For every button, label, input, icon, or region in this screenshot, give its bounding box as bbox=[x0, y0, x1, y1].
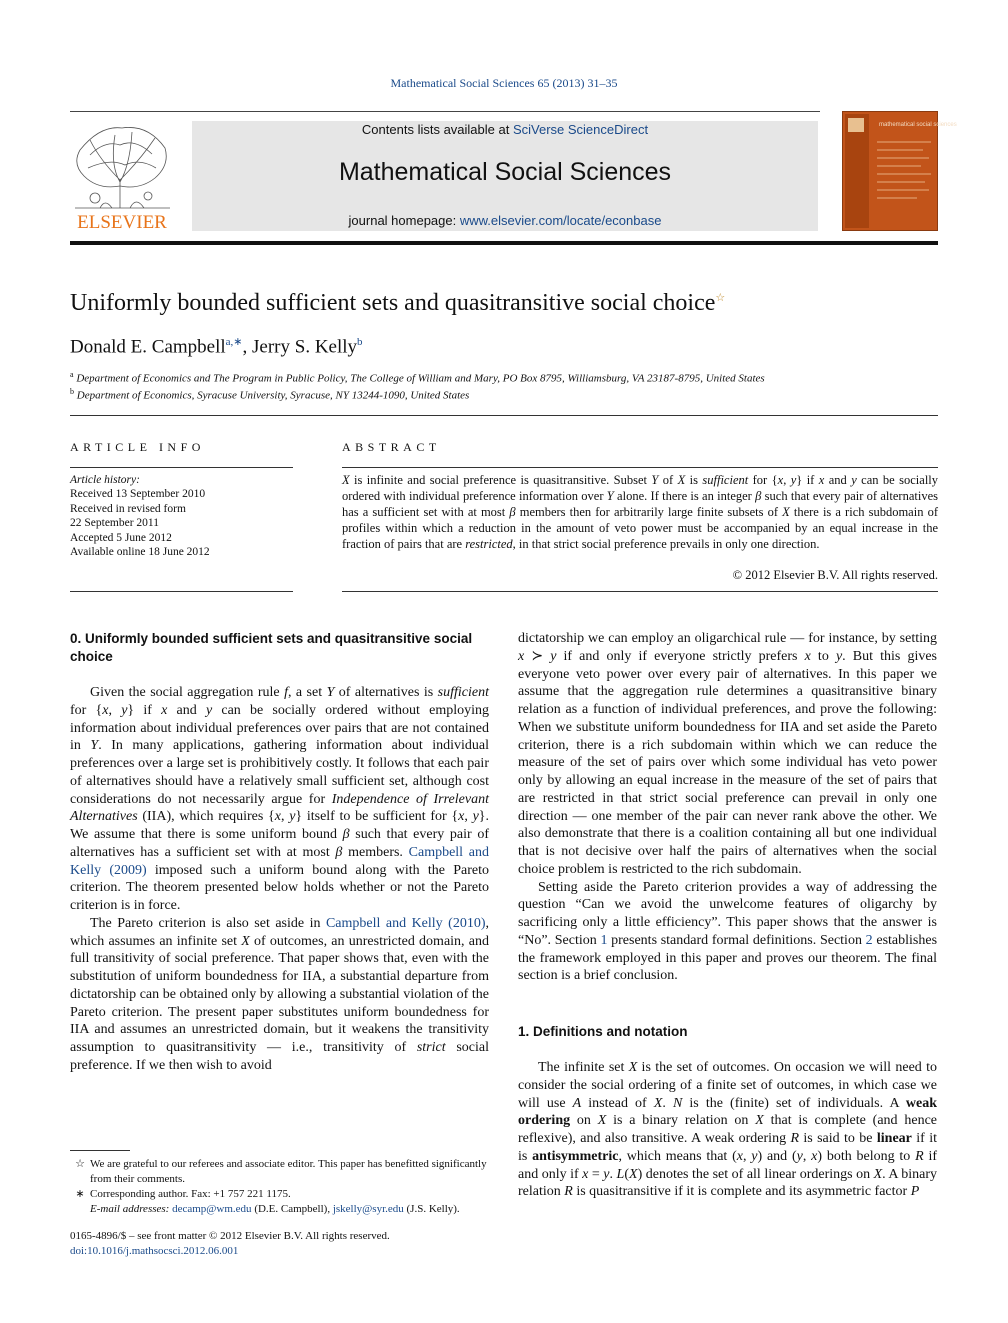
abstract-rule-bottom bbox=[342, 591, 938, 592]
footnote-emails bbox=[70, 1202, 489, 1217]
history-title: Article history: bbox=[70, 474, 140, 486]
email-name-kelly: (J.S. Kelly). bbox=[406, 1203, 460, 1215]
author-kelly-affil[interactable]: b bbox=[357, 336, 363, 348]
citation-link[interactable]: Campbell and Kelly (2009) bbox=[70, 844, 489, 878]
section-0-heading: 0. Uniformly bounded sufficient sets and quasitransitive social choice bbox=[70, 631, 473, 664]
citation-link[interactable]: Campbell and Kelly (2010) bbox=[325, 915, 486, 931]
doi-link[interactable]: doi:10.1016/j.mathsocsci.2012.06.001 bbox=[70, 1245, 239, 1257]
affiliation-a bbox=[70, 370, 940, 385]
svg-text:ELSEVIER: ELSEVIER bbox=[77, 212, 167, 233]
footnote-corr-text: Corresponding author. Fax: +1 757 221 1175. bbox=[90, 1188, 291, 1200]
sciencedirect-link[interactable]: SciVerse ScienceDirect bbox=[512, 122, 649, 137]
header-rule bbox=[70, 111, 820, 112]
body-right-column bbox=[518, 630, 937, 985]
email-link-kelly[interactable]: jskelly@syr.edu bbox=[332, 1203, 404, 1215]
email-label: E-mail addresses: bbox=[90, 1203, 170, 1215]
affil-a-text: Department of Economics and The Program in Public Policy, The College of William and Mary, PO Box 8795, Williamsburg, VA 23187-8795, United States bbox=[76, 372, 765, 385]
journal-title: Mathematical Social Sciences bbox=[338, 158, 672, 186]
homepage-link[interactable]: www.elsevier.com/locate/econbase bbox=[459, 213, 662, 228]
footnote-acknowledgement bbox=[70, 1157, 489, 1187]
section-link[interactable]: 2 bbox=[865, 932, 873, 948]
journal-cover-thumbnail bbox=[842, 111, 957, 231]
section-link[interactable]: 1 bbox=[600, 932, 608, 948]
footnote-star-text: We are grateful to our referees and associate editor. This paper has benefitted significantly from their comments. bbox=[90, 1158, 487, 1185]
info-rule-top bbox=[70, 467, 293, 468]
affil-b-text: Department of Economics, Syracuse University, Syracuse, NY 13244-1090, United States bbox=[76, 389, 470, 402]
author-list: Donald E. Campbell$^{a,∗}$, Jerry S. Kelly$^b$ bbox=[70, 336, 363, 358]
footnote-corresponding bbox=[70, 1187, 489, 1202]
issn-line: 0165-4896/$ – see front matter © 2012 Elsevier B.V. All rights reserved. bbox=[70, 1230, 390, 1242]
body-paragraph: The infinite set X is the set of outcomes. On occasion we will need to consider the social ordering of a finite set of outcomes, in which case we will use A instead of X. N is the (finite) set of individuals. A weak ordering on X is a binary relation on X that is complete (and hence reflexive), and also transitive. A weak ordering R is said to be linear if it is antisymmetric, which means that (x, y) and (y, x) both belong to R if and only if x = y. L(X) denotes the set of all linear orderings on X. A binary relation R is quasitransitive if it is complete and its asymmetric factor P bbox=[518, 1060, 938, 1200]
article-title bbox=[70, 290, 940, 317]
cover-image bbox=[843, 112, 957, 230]
elsevier-tree-icon bbox=[70, 120, 175, 232]
footnotes bbox=[70, 1157, 489, 1217]
abstract-text: X is infinite and social preference is quasitransitive. Subset Y of X is sufficient for {x, y} if x and y can be socially ordered with individual preference information over Y alone. If there is an integer β such that every pair of alternatives has a sufficient set with at most β members then for arbitrarily large finite subsets of X there is a rich subdomain of profiles within which a reduction in the amount of veto power must be accompanied by an equal increase in the fraction of pairs that are restricted, in that strict social preference prevails in only one direction. bbox=[342, 473, 939, 551]
svg-text:mathematical social sciences: mathematical social sciences bbox=[879, 122, 957, 128]
contents-line bbox=[192, 122, 818, 137]
contents-prefix: Contents lists available at bbox=[361, 122, 513, 137]
article-history bbox=[70, 473, 293, 559]
footnote-corr-mark: ∗ bbox=[75, 1188, 85, 1200]
section-1-heading: 1. Definitions and notation bbox=[518, 1024, 688, 1039]
journal-banner bbox=[192, 121, 818, 231]
footnote-rule bbox=[70, 1150, 130, 1151]
history-line: Accepted 5 June 2012 bbox=[70, 531, 172, 544]
footnote-star-mark: ☆ bbox=[75, 1158, 85, 1170]
affil-a-mark: a bbox=[70, 370, 74, 379]
issn-block bbox=[70, 1229, 489, 1259]
body-left-column bbox=[70, 684, 489, 1075]
body-right-column-cont bbox=[518, 1059, 937, 1201]
author-kelly: Jerry S. Kelly bbox=[252, 336, 358, 358]
header-thick-rule bbox=[70, 241, 938, 245]
email-name-campbell: (D.E. Campbell), bbox=[254, 1203, 331, 1215]
history-line: Received in revised form bbox=[70, 502, 186, 515]
abstract-heading: ABSTRACT bbox=[342, 440, 441, 454]
title-rule bbox=[70, 415, 938, 416]
body-paragraph: Setting aside the Pareto criterion provides a way of addressing the question “Can we avoid the unwelcome features of oligarchy by sacrificing only a little efficiency”. This paper shows that the answer is “No”. Section 1 presents standard formal definitions. Section 2 establishes the framework employed in this paper and proves our theorem. The final section is a brief conclusion. bbox=[518, 879, 938, 984]
history-line: Received 13 September 2010 bbox=[70, 488, 206, 501]
title-footnote-mark[interactable]: ☆ bbox=[715, 292, 726, 304]
body-paragraph: The Pareto criterion is also set aside in Campbell and Kelly (2010), which assumes an infinite set X of outcomes, an unrestricted domain, and full transitivity of social preference. That paper shows that, even with the substitution of uniform boundedness for IIA, a substantial departure from dictatorship can be obtained only by allowing a substantial violation of the Pareto criterion. The present paper substitutes uniform boundedness for IIA and assumes an unrestricted domain, but it weakens the transitivity assumption to quasitransitivity — i.e., transitivity of strict social preference. If we then wish to avoid bbox=[70, 915, 489, 1073]
history-line: Available online 18 June 2012 bbox=[70, 546, 210, 559]
homepage-prefix: journal homepage: bbox=[348, 213, 460, 228]
author-campbell-affil[interactable]: a,∗ bbox=[225, 336, 243, 348]
article-info-heading: ARTICLE INFO bbox=[70, 440, 205, 454]
info-rule-bottom bbox=[70, 591, 293, 592]
article-title-text: Uniformly bounded sufficient sets and quasitransitive social choice bbox=[70, 290, 716, 316]
history-line: 22 September 2011 bbox=[70, 517, 160, 530]
copyright-notice: © 2012 Elsevier B.V. All rights reserved. bbox=[732, 568, 938, 582]
body-paragraph: dictatorship we can employ an oligarchical rule — for instance, by setting x ≻ y if and only if everyone strictly prefers x to y. But this gives everyone veto power over every pair of alternatives. In this paper we assume that the aggregation rule determines a quasitransitive binary relation as a function of individual preferences, and prove the following: When we substitute uniform boundedness for IIA and set aside the Pareto criterion, there is a rich subdomain within which we can reduce the measure of the set of pairs over which some individual has veto power only by allowing an equal increase in the measure of the set of pairs that are restricted in that strict social preference can prevail in only one direction — one member of the pair can never rank above the other. We also demonstrate that there is a coalition containing all but one individual that is not decisive over half the pairs of alternatives when the social choice problem is restricted to the rich subdomain. bbox=[518, 631, 938, 877]
email-link-campbell[interactable]: decamp@wm.edu bbox=[172, 1203, 252, 1215]
affiliation-b bbox=[70, 387, 940, 402]
abstract-rule-top bbox=[342, 467, 938, 468]
affil-b-mark: b bbox=[70, 387, 74, 396]
author-campbell: Donald E. Campbell bbox=[70, 336, 226, 358]
body-paragraph: Given the social aggregation rule f, a set Y of alternatives is sufficient for {x, y} if x and y can be socially ordered without employing information about individual preferences over pairs that are not contained in Y. In many applications, gathering information about individual preferences over a large set is prohibitively costly. It follows that each pair of alternatives should have a relatively small sufficient set, although cost considerations do not necessarily argue for Independence of Irrelevant Alternatives (IIA), which requires {x, y} itself to be sufficient for {x, y}. We assume that there is some uniform bound β such that every pair of alternatives has a sufficient set with at most β members. Campbell and Kelly (2009) imposed such a uniform bound along with the Pareto criterion. The theorem presented below holds whether or not the Pareto criterion is in force. bbox=[70, 685, 490, 913]
homepage-line bbox=[192, 213, 818, 228]
elsevier-logo bbox=[70, 120, 175, 232]
journal-reference[interactable]: Mathematical Social Sciences 65 (2013) 31–35 bbox=[390, 76, 618, 90]
